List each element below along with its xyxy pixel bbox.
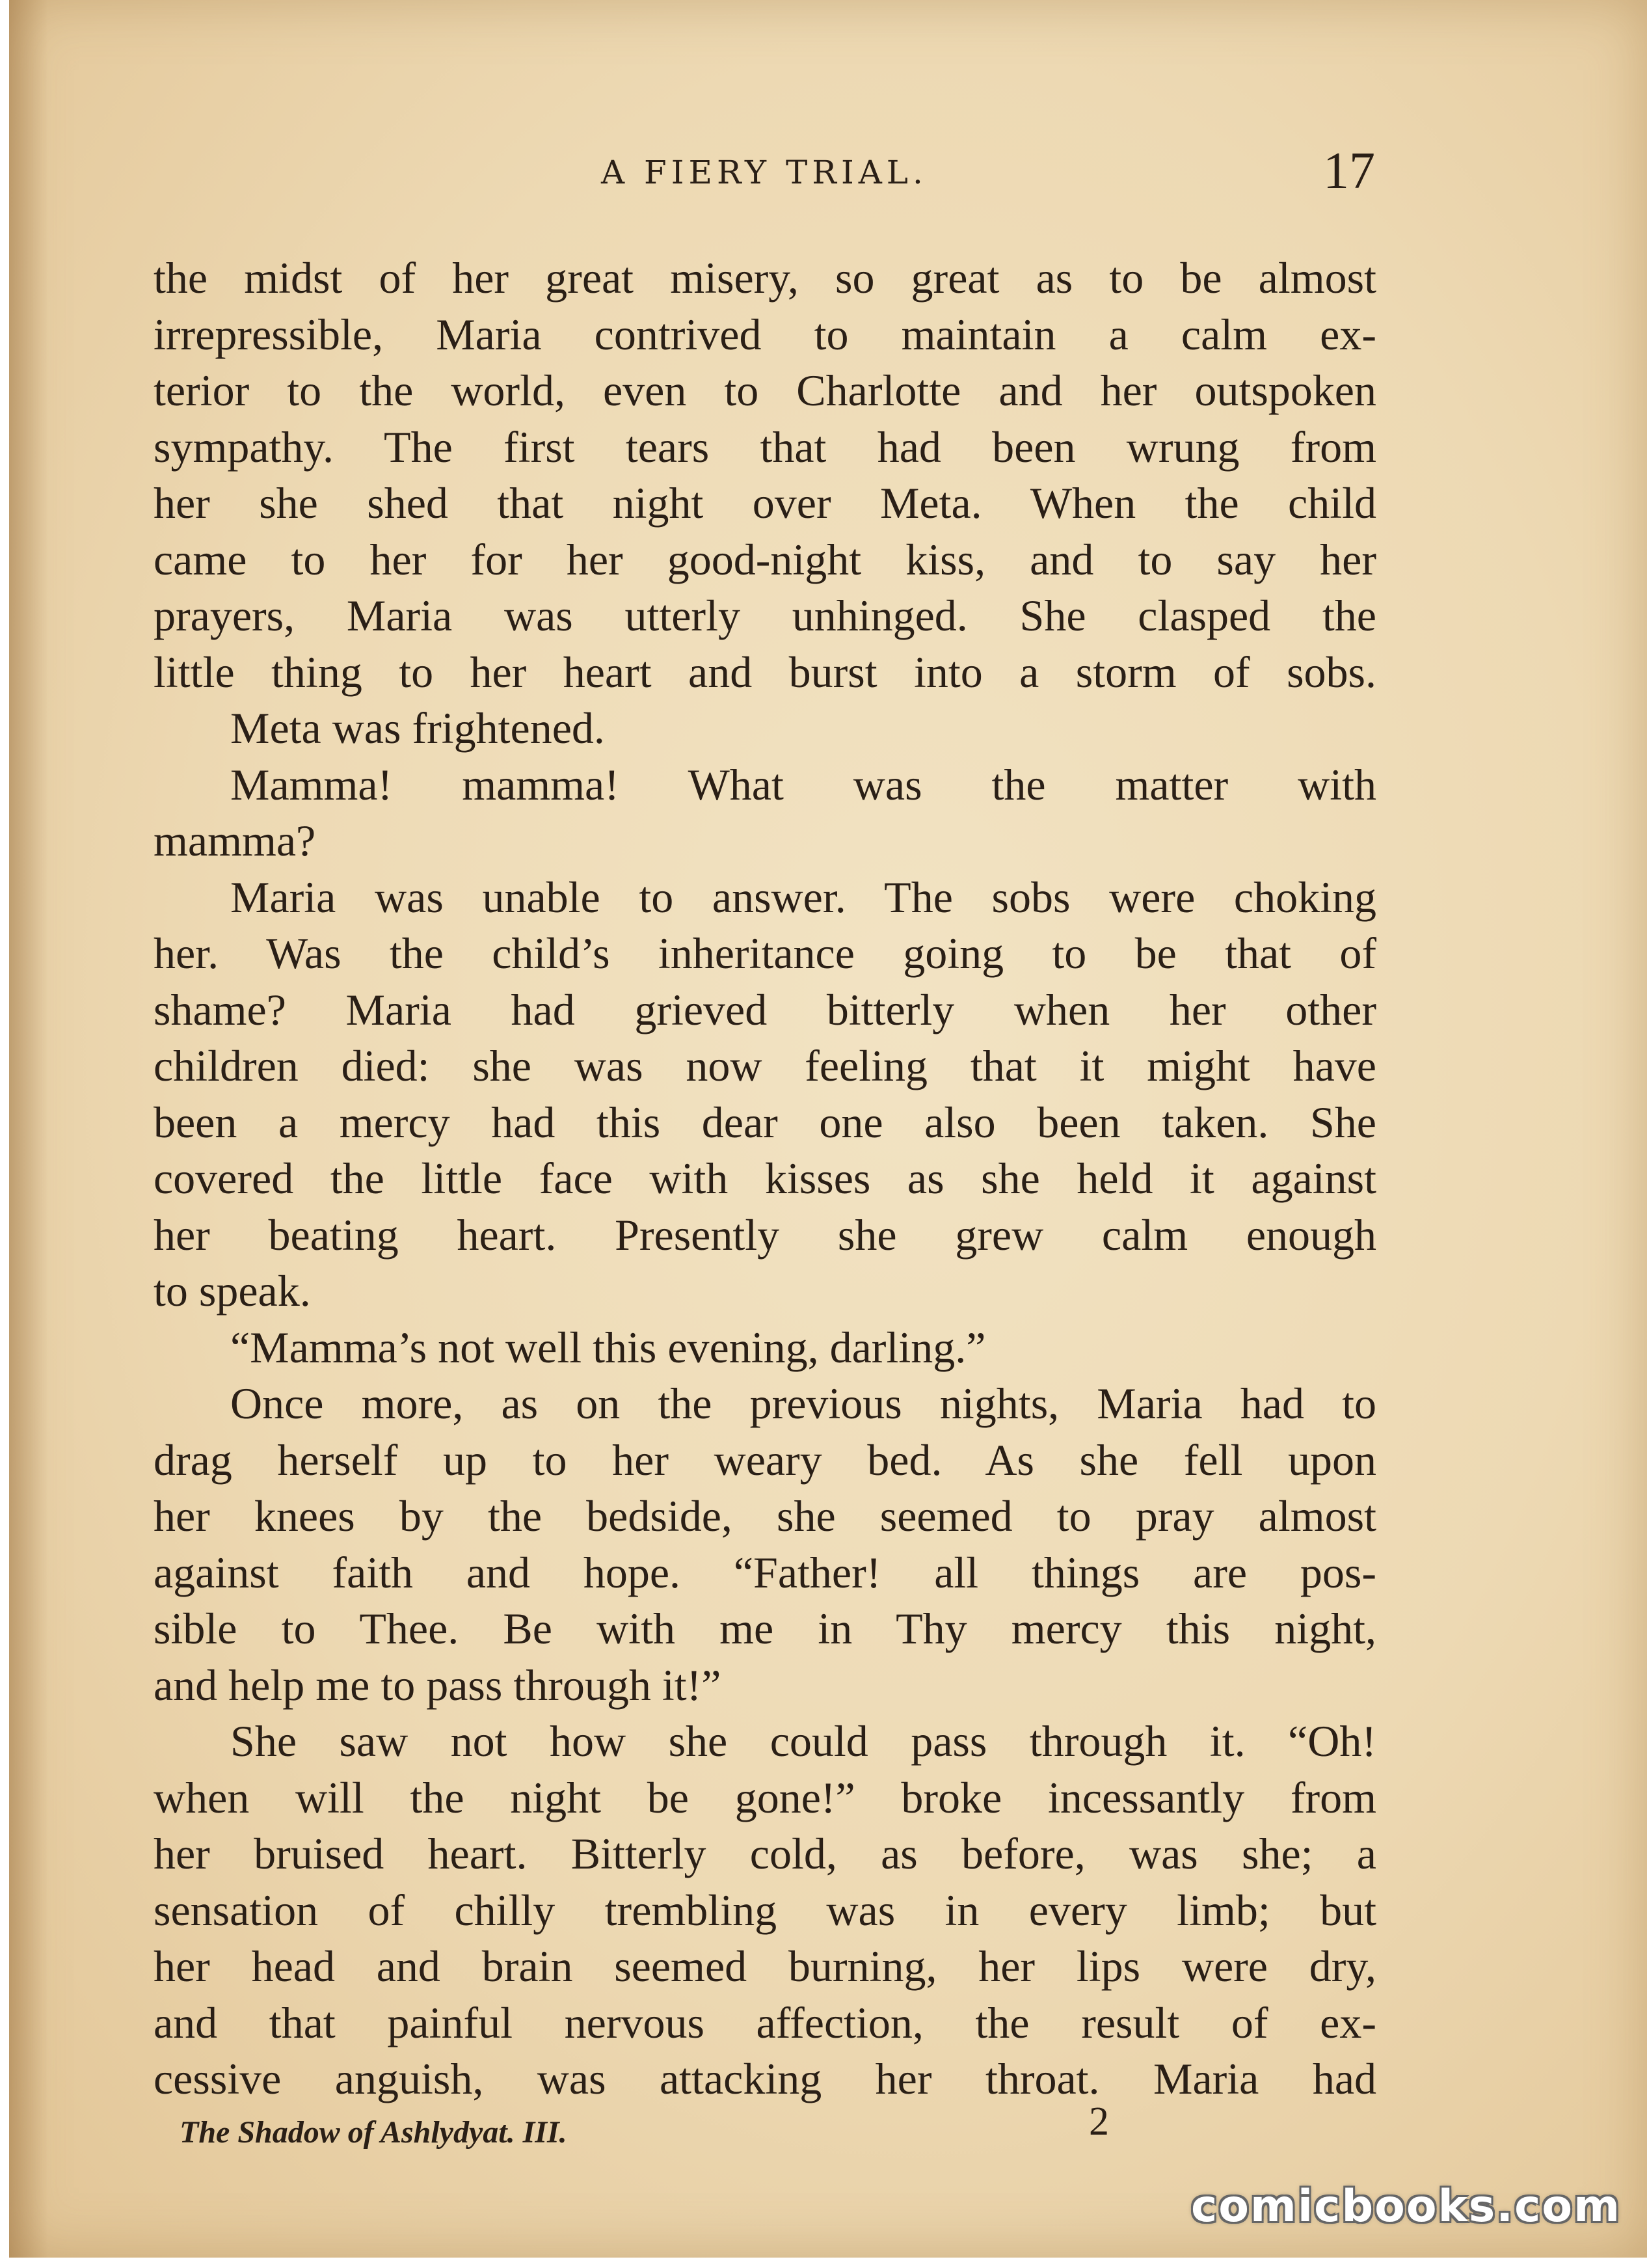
text-line: the midst of her great misery, so great as to be almost [154, 253, 1376, 303]
page-number: 17 [1323, 142, 1375, 200]
text-line: Meta was frightened. [230, 703, 605, 753]
text-line: terior to the world, even to Charlotte and her outspoken [154, 366, 1376, 415]
text-line: sible to Thee. Be with me in Thy mercy this night, [154, 1604, 1376, 1653]
text-line: sensation of chilly trembling was in every limb; but [154, 1885, 1376, 1935]
text-line: her. Was the child’s inheritance going to be that of [154, 928, 1376, 978]
text-line: children died: she was now feeling that it might have [154, 1041, 1376, 1090]
signature-line: The Shadow of Ashlydyat. III. [180, 2115, 567, 2150]
text-line: her knees by the bedside, she seemed to pray almost [154, 1491, 1376, 1541]
text-line: sympathy. The first tears that had been wrung from [154, 422, 1376, 472]
text-line: against faith and hope. “Father! all things are pos- [154, 1547, 1376, 1597]
text-line: Maria was unable to answer. The sobs were choking [230, 872, 1376, 922]
text-line: her beating heart. Presently she grew calm enough [154, 1209, 1376, 1260]
body-text [154, 250, 1376, 2107]
text-line: “Mamma’s not well this evening, darling.” [230, 1322, 986, 1372]
book-page [9, 0, 1647, 2258]
text-line: when will the night be gone!” broke incessantly from [154, 1772, 1376, 1822]
text-line: Mamma! mamma! What was the matter with [230, 759, 1376, 809]
text-line: her head and brain seemed burning, her lips were dry, [154, 1941, 1376, 1991]
text-line: prayers, Maria was utterly unhinged. She clasped the [154, 591, 1376, 640]
text-line: irrepressible, Maria contrived to maintain a calm ex- [154, 309, 1376, 359]
text-line: been a mercy had this dear one also been taken. She [154, 1097, 1376, 1147]
text-line: came to her for her good-night kiss, and to say her [154, 534, 1376, 584]
text-line: covered the little face with kisses as she held it against [154, 1154, 1376, 1203]
text-line: her she shed that night over Meta. When the child [154, 478, 1376, 528]
text-line: Once more, as on the previous nights, Maria had to [230, 1379, 1376, 1428]
text-line: She saw not how she could pass through it. “Oh! [230, 1716, 1376, 1766]
text-line: to speak. [154, 1266, 311, 1316]
text-line: and help me to pass through it!” [154, 1660, 721, 1710]
text-line: shame? Maria had grieved bitterly when her other [154, 984, 1376, 1034]
text-line: little thing to her heart and burst into a storm of sobs. [154, 647, 1376, 697]
text-line: and that painful nervous affection, the result of ex- [154, 1997, 1376, 2047]
text-line: drag herself up to her weary bed. As she fell upon [154, 1435, 1376, 1485]
text-line: mamma? [154, 816, 316, 865]
text-line: her bruised heart. Bitterly cold, as before, was she; a [154, 1829, 1376, 1878]
text-line: cessive anguish, was attacking her throat. Maria had [154, 2054, 1376, 2103]
running-head: A FIERY TRIAL. [601, 154, 928, 191]
signature-mark: 2 [1089, 2099, 1109, 2144]
watermark: comicbooks.com [1190, 2181, 1621, 2232]
